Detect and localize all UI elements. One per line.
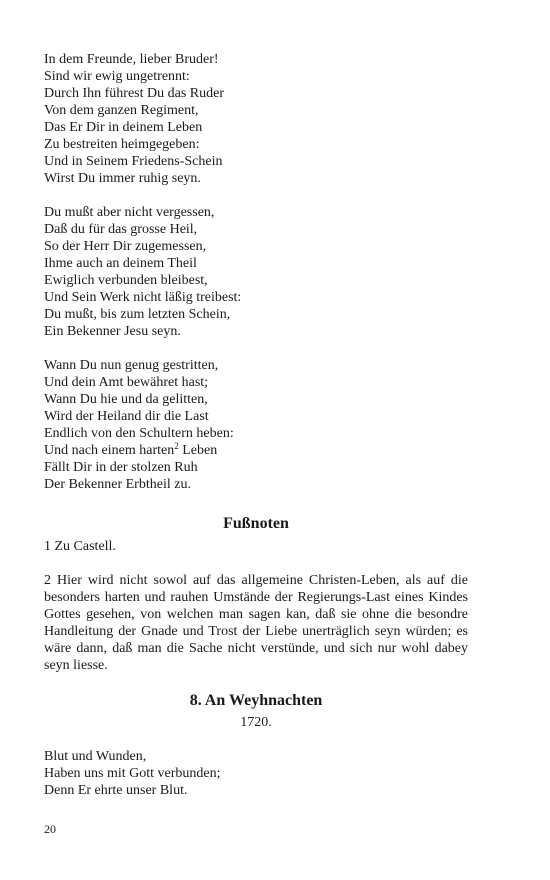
verse-line: Und Sein Werk nicht läßig treibest: [44,290,242,305]
verse-line: Du mußt aber nicht vergessen, [44,205,215,220]
footnote-2: 2 Hier wird nicht sowol auf das allgemeine Christen-Leben, als auf die besonders harten und rauhen Umstände der Regierungs-Last eines Kindes Gottes gesehen, von welchen man sagen kan, daß sie ohne die besondre Handleitung der Gnade und Trost der Liebe unerträglich seyn würden; es wäre dann, daß man die Sache nicht verstünde, und sich nur wohl dabey seyn liesse. [44,573,468,673]
verse-line: Ein Bekenner Jesu seyn. [44,324,181,339]
verse-line-with-footnote [44,442,468,459]
footnote-reference[interactable]: 2 [174,441,179,451]
verse-text-continued: Leben [178,443,218,458]
verse-line: Du mußt, bis zum letzten Schein, [44,307,231,322]
verse-line: In dem Freunde, lieber Bruder! [44,52,219,67]
verse-line: Der Bekenner Erbtheil zu. [44,477,191,492]
verse-line: Durch Ihn führest Du das Ruder [44,86,225,101]
poem-date: 1720. [240,715,272,730]
verse-line: Fällt Dir in der stolzen Ruh [44,460,198,475]
verse-line: Zu bestreiten heimgegeben: [44,137,200,152]
verse-line: Das Er Dir in deinem Leben [44,120,203,135]
verse-line: Sind wir ewig ungetrennt: [44,69,190,84]
verse-line: Wirst Du immer ruhig seyn. [44,171,201,186]
verse-line: Wann Du nun genug gestritten, [44,358,219,373]
stanza-3 [44,357,468,493]
verse-line: Und in Seinem Friedens-Schein [44,154,223,169]
footnote-1: 1 Zu Castell. [44,539,116,554]
verse-line: So der Herr Dir zugemessen, [44,239,207,254]
verse-line: Ewiglich verbunden bleibest, [44,273,208,288]
verse-line: Haben uns mit Gott verbunden; [44,766,221,781]
verse-line: Daß du für das grosse Heil, [44,222,198,237]
poem-title: 8. An Weyhnachten [189,692,323,709]
verse-line: Blut und Wunden, [44,749,147,764]
verse-line: Denn Er ehrte unser Blut. [44,783,188,798]
verse-line: Von dem ganzen Regiment, [44,103,199,118]
footnotes-heading: Fußnoten [223,515,289,532]
verse-line: Ihme auch an deinem Theil [44,256,197,271]
page-content [44,51,468,816]
stanza-2 [44,204,468,340]
verse-line: Endlich von den Schultern heben: [44,426,234,441]
verse-line: Wird der Heiland dir die Last [44,409,209,424]
verse-text: Und nach einem harten [44,443,175,458]
verse-line: Und dein Amt bewähret hast; [44,375,209,390]
stanza-1 [44,51,468,187]
verse-line: Wann Du hie und da gelitten, [44,392,208,407]
page-number: 20 [44,822,56,836]
stanza-4 [44,748,468,799]
